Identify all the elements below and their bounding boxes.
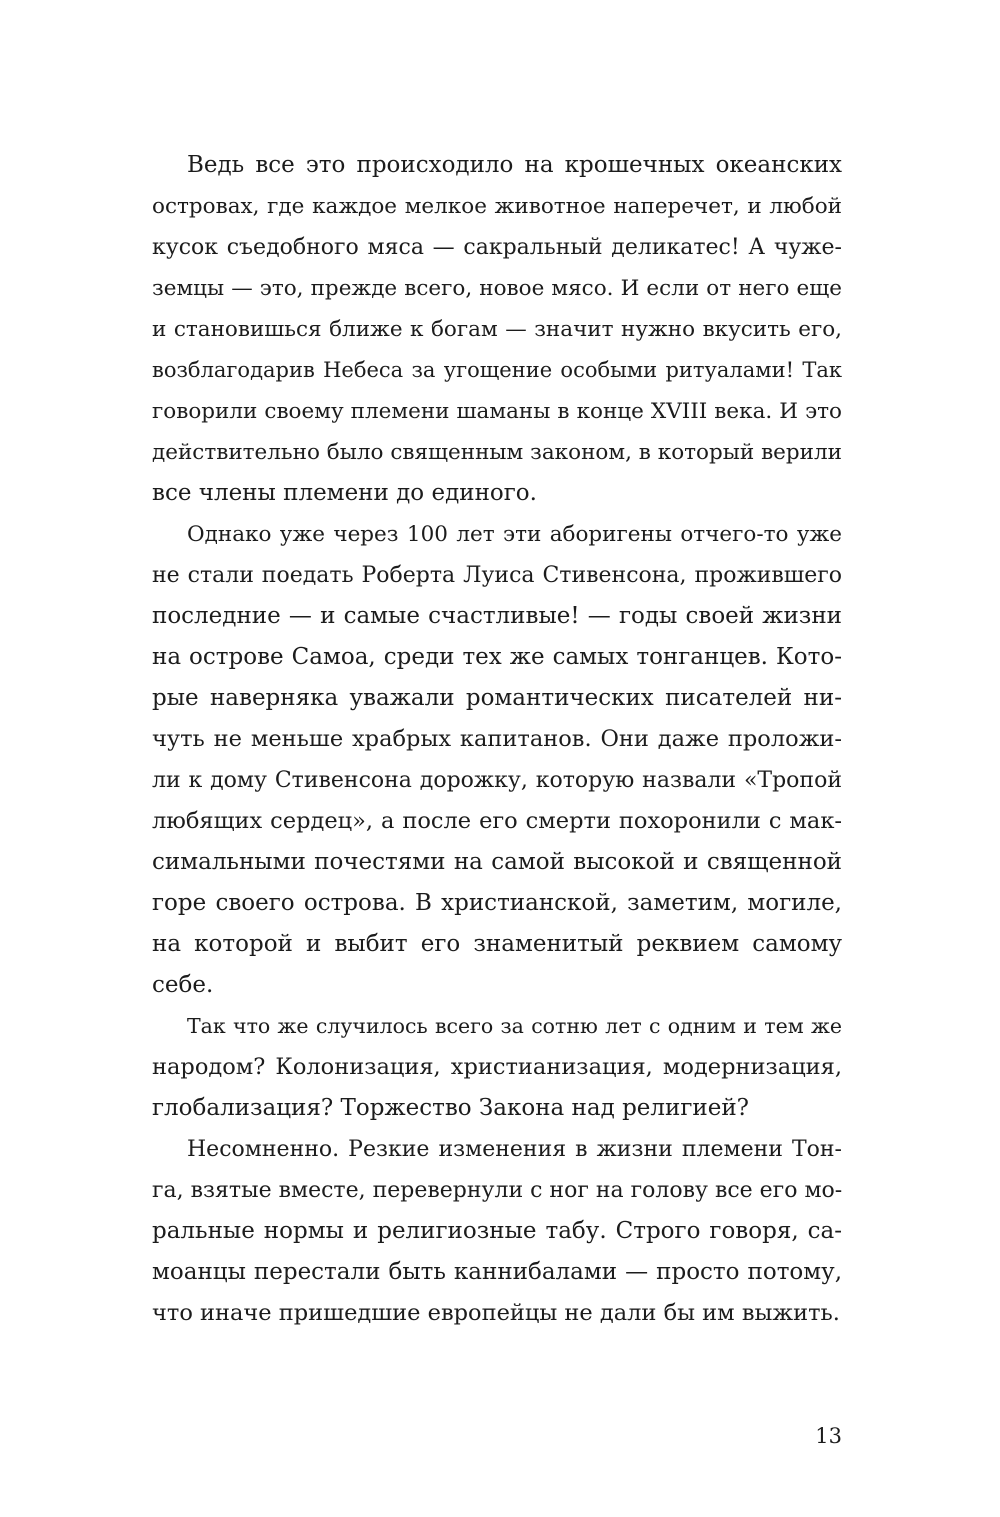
paragraph-line: последние — и самые счастливые! — годы своей жизни (152, 603, 842, 629)
paragraph-line: что иначе пришедшие европейцы не дали бы им выжить. (152, 1300, 840, 1326)
paragraph-line: себе. (152, 972, 214, 998)
paragraph-line: симальными почестями на самой высокой и священной (152, 849, 842, 875)
paragraph-line: земцы — это, прежде всего, новое мясо. И если от него еще (152, 276, 842, 301)
paragraph-line: Несомненно. Резкие изменения в жизни племени Тон- (187, 1137, 842, 1162)
paragraph-line: и становишься ближе к богам — значит нужно вкусить его, (152, 317, 842, 342)
paragraph-line: Однако уже через 100 лет эти аборигены отчего-то уже (187, 522, 842, 547)
paragraph-line: Ведь все это происходило на крошечных океанских (187, 152, 842, 178)
paragraph-line: любящих сердец», а после его смерти похоронили с мак- (152, 808, 842, 834)
paragraph-line: народом? Колонизация, христианизация, модернизация, (152, 1054, 842, 1080)
paragraph-line: действительно было священным законом, в который верили (152, 440, 842, 465)
paragraph-line: возблагодарив Небеса за угощение особыми ритуалами! Так (152, 358, 842, 382)
paragraph-line: островах, где каждое мелкое животное наперечет, и любой (152, 194, 842, 219)
paragraph-line: на которой и выбит его знаменитый реквием самому (152, 931, 842, 957)
paragraph-line: моанцы перестали быть каннибалами — просто потому, (152, 1259, 842, 1285)
paragraph-line: говорили своему племени шаманы в конце XVIII века. И это (152, 399, 842, 424)
paragraph-line: все члены племени до единого. (152, 480, 537, 506)
paragraph-line: рые наверняка уважали романтических писателей ни- (152, 685, 842, 711)
paragraph-line: Так что же случилось всего за сотню лет с одним и тем же (187, 1014, 842, 1038)
paragraph-line: ли к дому Стивенсона дорожку, которую назвали «Тропой (152, 768, 842, 793)
page-number: 13 (815, 1424, 842, 1448)
paragraph-line: на острове Самоа, среди тех же самых тонганцев. Кото- (152, 644, 842, 670)
paragraph-line: чуть не меньше храбрых капитанов. Они даже проложи- (152, 726, 842, 752)
paragraph-line: глобализация? Торжество Закона над религией? (152, 1095, 749, 1121)
paragraph-line: горе своего острова. В христианской, заметим, могиле, (152, 890, 842, 916)
paragraph-line: га, взятые вместе, перевернули с ног на голову все его мо- (152, 1178, 843, 1203)
paragraph-line: ральные нормы и религиозные табу. Строго говоря, са- (152, 1218, 842, 1244)
body-text (152, 145, 842, 1334)
paragraph-line: не стали поедать Роберта Луиса Стивенсона, прожившего (152, 563, 842, 588)
paragraph-line: кусок съедобного мяса — сакральный деликатес! А чуже- (152, 235, 842, 260)
